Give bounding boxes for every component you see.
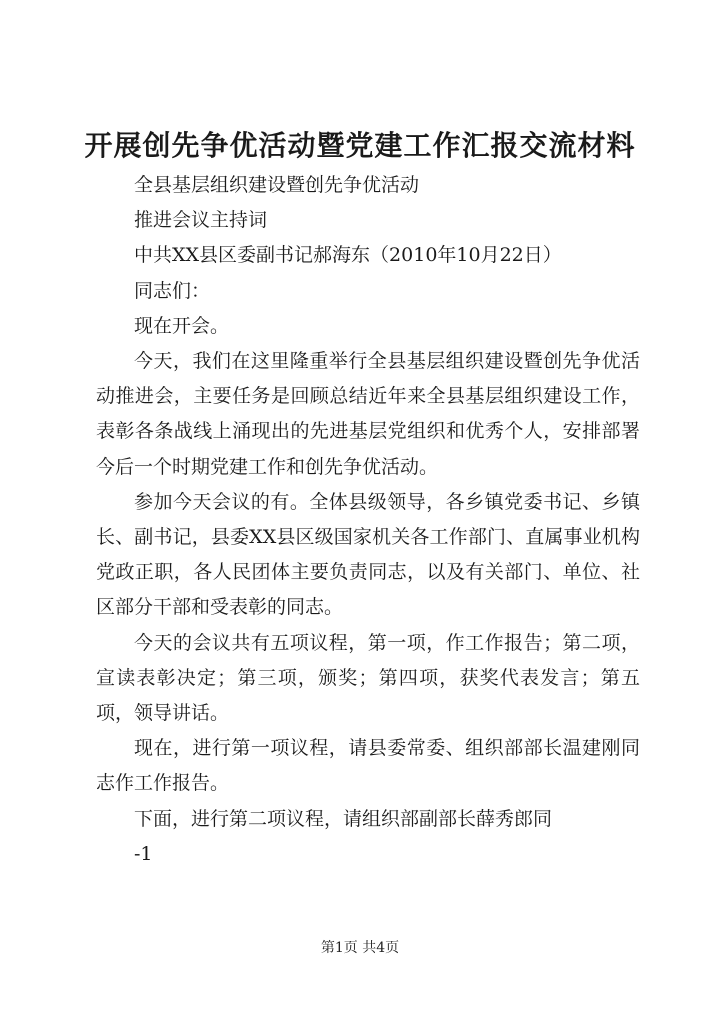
- page-footer: 第1页 共4页: [320, 940, 400, 956]
- paragraph-item-two: 下面，进行第二项议程，请组织部副部长薛秀郎同: [134, 807, 553, 830]
- paragraph-opening: 现在开会。: [134, 314, 230, 337]
- paragraph-page-marker: -1: [134, 842, 153, 865]
- paragraph-byline: 中共XX县区委副书记郝海东（2010年10月22日）: [134, 244, 562, 267]
- paragraph-agenda: 今天的会议共有五项议程，第一项，作工作报告；第二项，宣读表彰决定；第三项，颁奖；第四项，获奖代表发言；第五项，领导讲话。: [96, 631, 640, 725]
- paragraph-purpose: 今天，我们在这里隆重举行全县基层组织建设暨创先争优活动推进会，主要任务是回顾总结近年来全县基层组织建设工作，表彰各条战线上涌现出的先进基层党组织和优秀个人，安排部署今后一个时期党建工作和创先争优活动。: [96, 350, 640, 478]
- paragraph-item-one: 现在，进行第一项议程，请县委常委、组织部部长温建刚同志作工作报告。: [96, 737, 640, 795]
- document-body: [96, 168, 640, 872]
- paragraph-attendees: 参加今天会议的有。全体县级领导，各乡镇党委书记、乡镇长、副书记，县委XX县区级国家机关各工作部门、直属事业机构党政正职，各人民团体主要负责同志，以及有关部门、单位、社区部分干部和受表彰的同志。: [96, 490, 640, 619]
- document-title: 开展创先争优活动暨党建工作汇报交流材料: [84, 129, 636, 162]
- paragraph-subtitle-2: 推进会议主持词: [134, 209, 268, 232]
- paragraph-salutation: 同志们：: [134, 279, 211, 302]
- paragraph-subtitle-1: 全县基层组织建设暨创先争优活动: [134, 174, 420, 196]
